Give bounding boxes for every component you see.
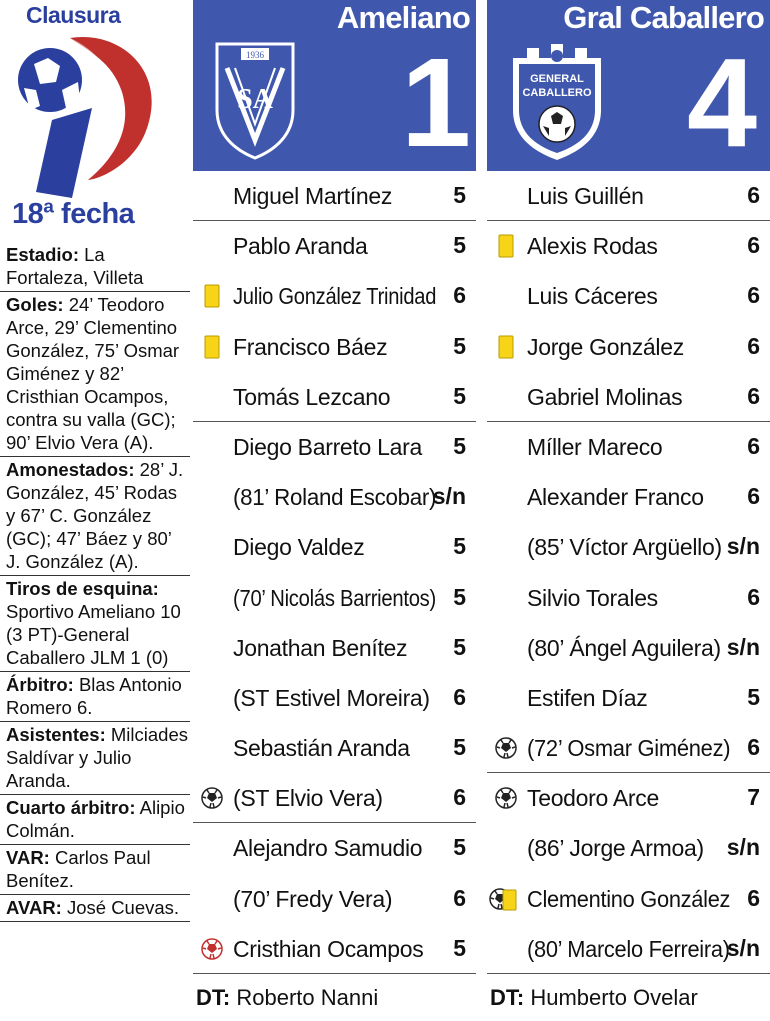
home-player-row [193, 221, 476, 271]
away-player-row [487, 573, 770, 623]
info-block [0, 795, 190, 845]
player-name: Cristhian Ocampos [233, 935, 424, 962]
away-player-row [487, 422, 770, 472]
player-rating: 5 [453, 182, 466, 208]
player-name: Alexander Franco [527, 484, 704, 511]
home-lineup [193, 171, 476, 974]
player-rating: 6 [453, 884, 466, 911]
round-label: 18ª fecha [12, 198, 135, 230]
player-rating: s/n [726, 834, 760, 861]
away-player-row [487, 773, 770, 823]
svg-text:GENERAL: GENERAL [530, 73, 584, 85]
away-score: 4 [687, 32, 758, 173]
info-label: Tiros de esquina: [6, 578, 159, 599]
info-block [0, 722, 190, 795]
info-text: 28’ J. González, 45’ Rodas y 67’ C. González (GC); 47’ Báez y 80’ J. González (A). [6, 459, 184, 572]
player-name: Jorge González [527, 333, 684, 360]
info-label: Goles: [6, 294, 64, 315]
info-text: Blas Antonio Romero 6. [6, 674, 182, 718]
away-lineup [487, 171, 770, 974]
away-player-row [487, 322, 770, 372]
away-player-row [487, 472, 770, 522]
home-player-row [193, 723, 476, 773]
away-player-row [487, 221, 770, 271]
player-rating: 5 [453, 382, 466, 409]
home-player-row [193, 924, 476, 974]
info-block [0, 242, 190, 292]
player-rating: 7 [747, 784, 760, 811]
home-player-row [193, 874, 476, 924]
player-rating: 5 [453, 232, 466, 259]
away-player-row [487, 673, 770, 723]
player-rating: s/n [726, 633, 760, 660]
player-rating: 5 [453, 332, 466, 359]
player-rating: 6 [747, 884, 760, 911]
player-rating: 6 [747, 232, 760, 259]
player-name: (ST Estivel Moreira) [233, 684, 430, 711]
player-name: (ST Elvio Vera) [233, 785, 383, 812]
tournament-brand [0, 0, 190, 240]
player-rating: s/n [432, 483, 466, 510]
player-rating: 5 [453, 633, 466, 660]
player-rating: 6 [747, 382, 760, 409]
away-team-header [487, 0, 770, 171]
away-player-row [487, 874, 770, 924]
away-player-row [487, 271, 770, 321]
player-name: Diego Barreto Lara [233, 433, 422, 460]
info-block [0, 672, 190, 722]
home-player-row [193, 422, 476, 472]
player-name: Teodoro Arce [527, 785, 659, 812]
player-rating: 5 [453, 583, 466, 610]
away-player-row [487, 522, 770, 572]
player-name: Diego Valdez [233, 534, 365, 561]
player-name: (70’ Fredy Vera) [233, 885, 393, 912]
player-name: Silvio Torales [527, 584, 658, 611]
info-label: Árbitro: [6, 674, 74, 695]
home-player-row [193, 773, 476, 823]
player-rating: 5 [453, 934, 466, 961]
home-player-row [193, 171, 476, 221]
player-name: Miguel Martínez [233, 183, 393, 209]
yellow-card-icon [495, 234, 517, 258]
away-player-row [487, 623, 770, 673]
info-text: Alipio Colmán. [6, 797, 185, 841]
info-label: Estadio: [6, 244, 79, 265]
player-name: Sebastián Aranda [233, 735, 410, 762]
player-rating: 5 [747, 683, 760, 710]
player-name: (80’ Ángel Aguilera) [527, 634, 721, 661]
info-text: Sportivo Ameliano 10 (3 PT)-General Caballero JLM 1 (0) [6, 601, 181, 668]
soccer-ball-icon [495, 786, 517, 810]
player-rating: 6 [453, 282, 466, 309]
player-name: Clementino González [527, 885, 731, 912]
player-rating: 6 [747, 483, 760, 510]
player-name: Jonathan Benítez [233, 634, 408, 661]
player-name: Alejandro Samudio [233, 835, 423, 862]
player-rating: 6 [747, 734, 760, 761]
info-label: AVAR: [6, 897, 62, 918]
soccer-ball-icon [201, 786, 223, 810]
home-team-name: Ameliano [336, 0, 470, 35]
player-rating: 6 [747, 583, 760, 610]
yellow-card-icon [495, 335, 517, 359]
player-rating: 6 [747, 282, 760, 309]
player-name: Julio González Trinidad [233, 283, 437, 310]
player-rating: 5 [453, 432, 466, 459]
player-rating: 6 [453, 784, 466, 811]
home-player-row [193, 823, 476, 873]
player-rating: 6 [453, 683, 466, 710]
player-rating: 5 [453, 533, 466, 560]
player-name: Francisco Báez [233, 333, 388, 360]
info-label: VAR: [6, 847, 50, 868]
goal-and-yellow-card-icon [489, 887, 519, 911]
home-player-row [193, 322, 476, 372]
home-player-row [193, 372, 476, 422]
info-label: Asistentes: [6, 724, 106, 745]
info-label: Cuarto árbitro: [6, 797, 136, 818]
home-player-row [193, 472, 476, 522]
info-block [0, 895, 190, 922]
yellow-card-icon [201, 335, 223, 359]
player-name: (81’ Roland Escobar) [233, 484, 437, 511]
svg-text:SA: SA [237, 84, 273, 115]
player-rating: 5 [453, 734, 466, 761]
yellow-card-icon [201, 284, 223, 308]
away-player-row [487, 723, 770, 773]
player-name: Luis Guillén [527, 183, 644, 209]
info-label: Amonestados: [6, 459, 135, 480]
info-block [0, 845, 190, 895]
home-team-header [193, 0, 476, 171]
player-name: Pablo Aranda [233, 233, 368, 260]
player-name: (80’ Marcelo Ferreira) [527, 935, 730, 962]
player-rating: 5 [453, 834, 466, 861]
home-player-row [193, 623, 476, 673]
player-name: (70’ Nicolás Barrientos) [233, 584, 436, 611]
info-text: Carlos Paul Benítez. [6, 847, 151, 891]
info-text: 24’ Teodoro Arce, 29’ Clementino González, 75’ Osmar Giménez y 82’ Cristhian Ocampos, contra su valla (GC); 90’ Elvio Vera (A). [6, 294, 180, 453]
svg-text:CABALLERO: CABALLERO [522, 87, 592, 99]
info-block [0, 457, 190, 576]
player-rating: 6 [747, 182, 760, 208]
away-coach: DT: Humberto Ovelar [490, 985, 698, 1010]
player-name: (85’ Víctor Argüello) [527, 534, 722, 561]
home-player-row [193, 573, 476, 623]
player-name: (72’ Osmar Giménez) [527, 735, 731, 762]
home-coach: DT: Roberto Nanni [196, 985, 379, 1010]
home-player-row [193, 271, 476, 321]
player-name: Alexis Rodas [527, 233, 658, 260]
player-name: Míller Mareco [527, 433, 663, 460]
info-block [0, 576, 190, 672]
player-name: Gabriel Molinas [527, 383, 683, 410]
info-text: La Fortaleza, Villeta [6, 244, 144, 288]
player-rating: s/n [726, 934, 760, 961]
player-name: (86’ Jorge Armoa) [527, 835, 704, 862]
own-goal-ball-icon [201, 937, 223, 961]
player-rating: 6 [747, 432, 760, 459]
home-player-row [193, 522, 476, 572]
home-score: 1 [401, 32, 472, 173]
player-name: Estifen Díaz [527, 684, 648, 711]
player-name: Tomás Lezcano [233, 383, 391, 410]
away-player-row [487, 823, 770, 873]
svg-text:1936: 1936 [246, 50, 264, 60]
tournament-title: Clausura [26, 2, 121, 28]
player-rating: 6 [747, 332, 760, 359]
player-rating: s/n [726, 533, 760, 560]
info-text: José Cuevas. [66, 897, 180, 918]
away-player-row [487, 171, 770, 221]
home-player-row [193, 673, 476, 723]
general-caballero-crest-icon [505, 40, 609, 162]
away-player-row [487, 372, 770, 422]
away-player-row [487, 924, 770, 974]
ameliano-crest-icon [213, 40, 297, 162]
match-details [0, 242, 190, 922]
player-name: Luis Cáceres [527, 283, 658, 310]
soccer-ball-icon [495, 736, 517, 760]
away-team-name: Gral Caballero [563, 0, 764, 35]
info-text: Milciades Saldívar y Julio Aranda. [6, 724, 188, 791]
info-block [0, 292, 190, 457]
